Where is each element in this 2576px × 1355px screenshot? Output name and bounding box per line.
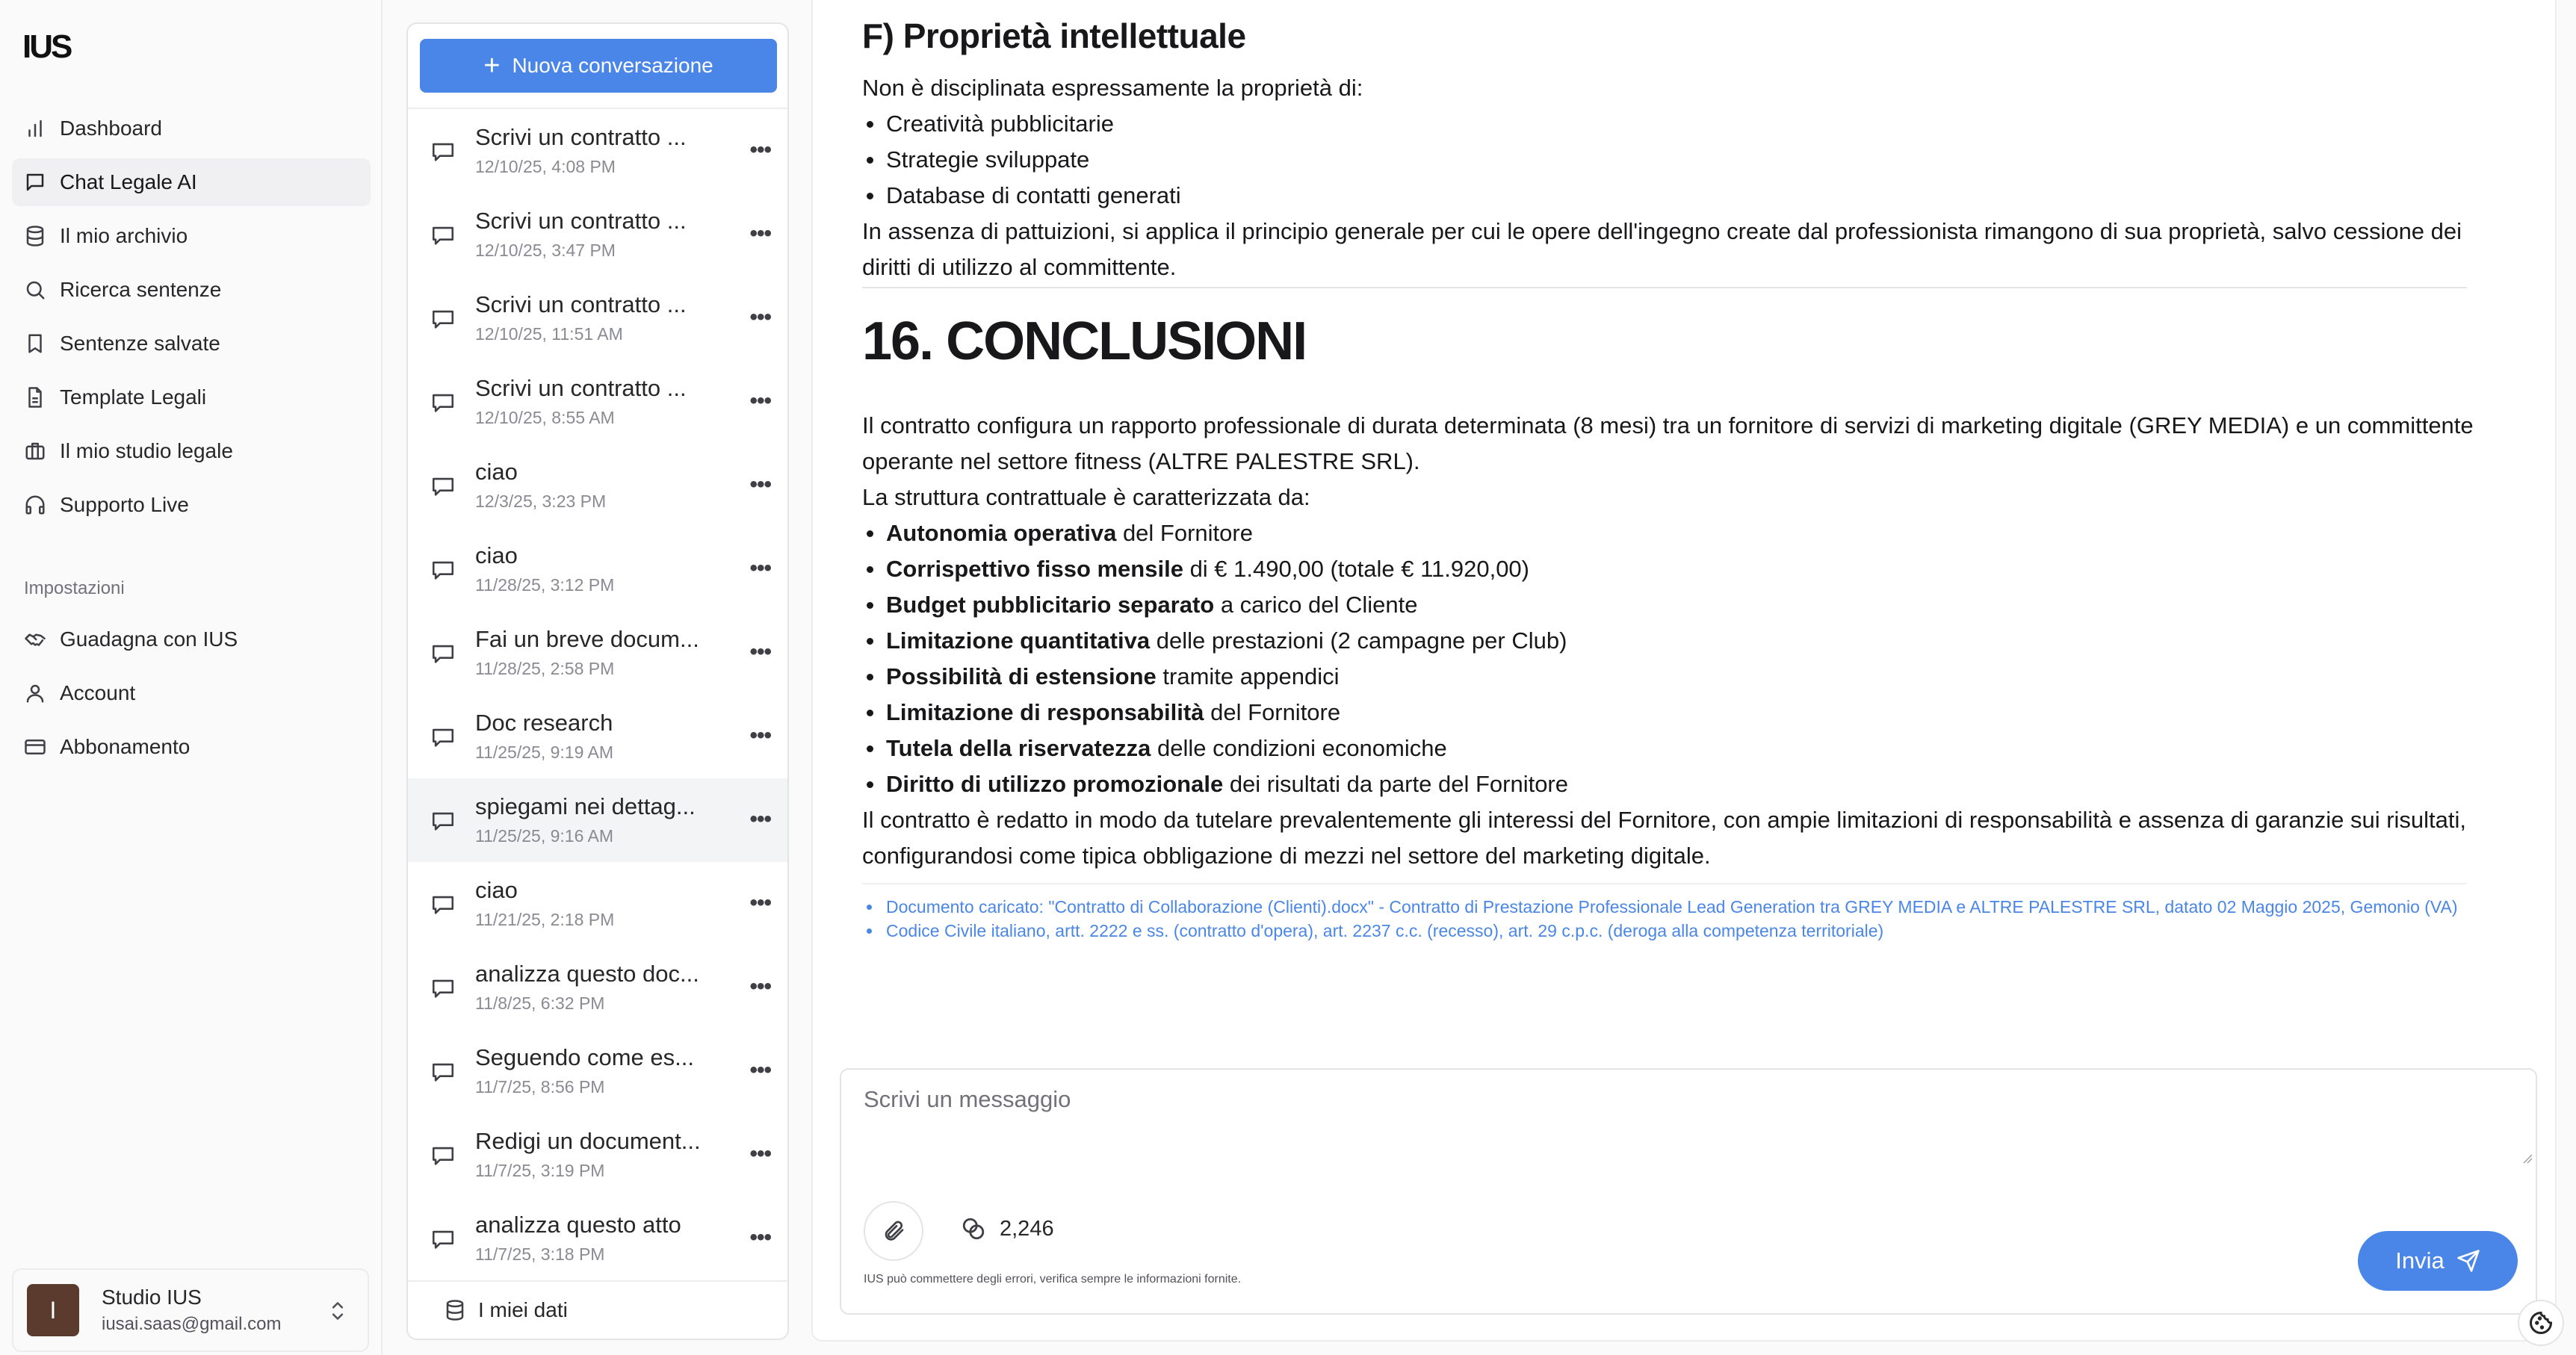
- message-bubble-icon: [430, 390, 456, 415]
- conversation-title: ciao: [475, 877, 518, 903]
- sidebar: [0, 0, 383, 1355]
- conversation-date: 11/21/25, 2:18 PM: [475, 910, 615, 929]
- more-options-button[interactable]: •••: [749, 974, 771, 999]
- briefcase-icon: [24, 440, 46, 462]
- app-logo[interactable]: IUS: [22, 28, 71, 65]
- nav-item-dashboard[interactable]: [12, 105, 371, 152]
- more-options-button[interactable]: •••: [749, 1225, 771, 1250]
- send-label: Invia: [2395, 1247, 2445, 1274]
- list-item: Creatività pubblicitarie: [862, 106, 2491, 142]
- conversation-title: Redigi un document...: [475, 1128, 701, 1154]
- user-email: iusai.saas@gmail.com: [102, 1314, 282, 1334]
- conclusions-list: [862, 515, 2491, 802]
- more-options-button[interactable]: •••: [749, 1141, 771, 1166]
- conversation-item[interactable]: [408, 276, 787, 360]
- conversation-title: Scrivi un contratto ...: [475, 375, 687, 401]
- conversation-item-active[interactable]: [408, 778, 787, 862]
- list-item: Limitazione di responsabilità del Fornitore: [862, 695, 2491, 731]
- conversation-date: 11/28/25, 3:12 PM: [475, 575, 615, 595]
- list-item: Database di contatti generati: [862, 178, 2491, 214]
- database-icon: [444, 1299, 466, 1321]
- conversation-date: 11/7/25, 3:19 PM: [475, 1161, 605, 1180]
- divider: [862, 287, 2467, 288]
- message-bubble-icon: [430, 474, 456, 499]
- message-bubble-icon: [430, 641, 456, 666]
- more-options-button[interactable]: •••: [749, 388, 771, 413]
- message-bubble-icon: [430, 223, 456, 248]
- conversation-item[interactable]: [408, 360, 787, 444]
- conversation-date: 11/28/25, 2:58 PM: [475, 659, 615, 678]
- plus-icon: +: [483, 50, 501, 81]
- paperclip-icon: [882, 1219, 905, 1243]
- list-item: Budget pubblicitario separato a carico del Cliente: [862, 587, 2491, 623]
- nav-item-ricerca-sentenze[interactable]: [12, 266, 371, 314]
- chevrons-up-down-icon: [327, 1298, 348, 1324]
- more-options-button[interactable]: •••: [749, 221, 771, 246]
- source-link[interactable]: Documento caricato: "Contratto di Collaborazione (Clienti).docx" - Contratto di Prestazione Professionale Lead Generation tra GREY MEDIA e ALTRE PALESTRE SRL, datato 02 Maggio 2025, Gemonio (VA): [862, 895, 2468, 919]
- new-conversation-button[interactable]: [420, 39, 777, 93]
- nav-item-label: Ricerca sentenze: [60, 278, 222, 301]
- nav-item-label: Account: [60, 681, 136, 704]
- conversation-item[interactable]: [408, 1197, 787, 1280]
- message-bubble-icon: [430, 976, 456, 1001]
- nav-item-abbonamento[interactable]: [12, 723, 371, 771]
- conclusions-paragraph: Il contratto è redatto in modo da tutelare prevalentemente gli interessi del Fornitore, con ampie limitazioni di responsabilità e assenza di garanzie sui risultati, configurandosi come tipica obbligazione di mezzi nel settore del marketing digitale.: [862, 807, 2467, 869]
- conversation-title: analizza questo doc...: [475, 961, 699, 987]
- nav-item-guadagna[interactable]: [12, 616, 371, 663]
- nav-item-label: Guadagna con IUS: [60, 627, 238, 651]
- section-f-body: [862, 70, 2491, 285]
- message-bubble-icon: [430, 808, 456, 834]
- message-bubble-icon: [430, 139, 456, 164]
- more-options-button[interactable]: •••: [749, 639, 771, 664]
- settings-section-label: Impostazioni: [24, 578, 125, 598]
- bookmark-icon: [24, 332, 46, 355]
- conversation-item[interactable]: [408, 1113, 787, 1197]
- conversation-date: 12/10/25, 4:08 PM: [475, 157, 616, 176]
- more-options-button[interactable]: •••: [749, 1058, 771, 1082]
- message-bubble-icon: [430, 1143, 456, 1168]
- conversation-title: analizza questo atto: [475, 1212, 681, 1238]
- message-bubble-icon: [430, 892, 456, 917]
- token-counter: [961, 1216, 1054, 1241]
- conversation-item[interactable]: [408, 862, 787, 946]
- nav-item-chat-legale-ai[interactable]: [12, 158, 371, 206]
- ai-disclaimer: IUS può commettere degli errori, verifica sempre le informazioni fornite.: [864, 1273, 1242, 1286]
- list-item: Possibilità di estensione tramite appendici: [862, 659, 2491, 695]
- cookie-icon: [2527, 1309, 2554, 1336]
- message-bubble-icon: [430, 1059, 456, 1085]
- message-bubble-icon: [430, 557, 456, 583]
- message-bubble-icon: [430, 1227, 456, 1252]
- nav-item-label: Sentenze salvate: [60, 332, 220, 355]
- conversation-title: Seguendo come es...: [475, 1044, 694, 1070]
- conversation-title: Scrivi un contratto ...: [475, 208, 687, 234]
- send-icon: [2456, 1249, 2480, 1273]
- conversation-title: Fai un breve docum...: [475, 626, 699, 652]
- user-name: Studio IUS: [102, 1286, 202, 1309]
- coins-icon: [961, 1216, 986, 1241]
- section-f-list: [862, 106, 2491, 214]
- user-menu[interactable]: [12, 1268, 369, 1352]
- conversation-date: 12/10/25, 11:51 AM: [475, 324, 623, 344]
- nav-item-label: Il mio studio legale: [60, 439, 233, 462]
- conversation-item[interactable]: [408, 946, 787, 1029]
- database-icon: [24, 225, 46, 247]
- sources-list: [862, 895, 2468, 943]
- more-options-button[interactable]: •••: [749, 305, 771, 329]
- conversation-panel: [406, 22, 789, 1340]
- chat-main: [811, 0, 2557, 1342]
- conversation-date: 12/3/25, 3:23 PM: [475, 492, 607, 511]
- my-data-label: I miei dati: [478, 1298, 568, 1321]
- nav-item-label: Abbonamento: [60, 735, 191, 758]
- nav-item-label: Dashboard: [60, 117, 162, 140]
- conversation-item[interactable]: [408, 695, 787, 778]
- conversation-item[interactable]: [408, 527, 787, 611]
- nav-item-template-legali[interactable]: [12, 373, 371, 421]
- more-options-button[interactable]: •••: [749, 723, 771, 748]
- nav-item-archivio[interactable]: [12, 212, 371, 260]
- nav-item-sentenze-salvate[interactable]: [12, 320, 371, 368]
- conversation-item[interactable]: [408, 1029, 787, 1113]
- conclusions-paragraph: La struttura contrattuale è caratterizzata da:: [862, 484, 1310, 510]
- list-item: Autonomia operativa del Fornitore: [862, 515, 2491, 551]
- main-nav: [12, 105, 371, 535]
- attach-file-button[interactable]: [864, 1201, 923, 1261]
- conversation-item[interactable]: [408, 611, 787, 695]
- resize-grip-icon[interactable]: [2521, 1152, 2533, 1164]
- headphones-icon: [24, 494, 46, 516]
- conclusions-body: [862, 408, 2491, 874]
- conversation-item[interactable]: [408, 109, 787, 193]
- nav-item-label: Supporto Live: [60, 493, 189, 516]
- conversation-title: spiegami nei dettag...: [475, 793, 696, 819]
- list-item: Corrispettivo fisso mensile di € 1.490,00 (totale € 11.920,00): [862, 551, 2491, 587]
- conversation-title: Scrivi un contratto ...: [475, 124, 687, 150]
- send-button[interactable]: [2358, 1231, 2518, 1291]
- message-bubble-icon: [430, 725, 456, 750]
- message-square-icon: [24, 171, 46, 193]
- conversation-title: ciao: [475, 542, 518, 568]
- settings-nav: [12, 616, 371, 777]
- avatar: I: [27, 1284, 79, 1336]
- conclusions-heading: 16. CONCLUSIONI: [862, 311, 1307, 371]
- conversation-date: 11/8/25, 6:32 PM: [475, 993, 605, 1013]
- my-data-button[interactable]: [408, 1280, 787, 1339]
- nav-item-label: Chat Legale AI: [60, 170, 197, 193]
- section-f-intro: Non è disciplinata espressamente la proprietà di:: [862, 75, 1363, 101]
- handshake-icon: [24, 628, 46, 651]
- new-conversation-label: Nuova conversazione: [512, 54, 713, 77]
- nav-item-label: Il mio archivio: [60, 224, 188, 247]
- conversation-date: 11/7/25, 3:18 PM: [475, 1244, 605, 1264]
- conversation-list[interactable]: [408, 108, 787, 1283]
- message-input[interactable]: [864, 1086, 2507, 1161]
- more-options-button[interactable]: •••: [749, 137, 771, 162]
- list-item: Tutela della riservatezza delle condizioni economiche: [862, 731, 2491, 766]
- more-options-button[interactable]: •••: [749, 472, 771, 497]
- conversation-date: 11/7/25, 8:56 PM: [475, 1077, 605, 1097]
- list-item: Strategie sviluppate: [862, 142, 2491, 178]
- more-options-button[interactable]: •••: [749, 890, 771, 915]
- more-options-button[interactable]: •••: [749, 807, 771, 831]
- divider: [862, 883, 2467, 884]
- conversation-date: 11/25/25, 9:19 AM: [475, 742, 613, 762]
- message-composer: [840, 1068, 2537, 1315]
- nav-item-studio-legale[interactable]: [12, 427, 371, 475]
- conversation-title: Scrivi un contratto ...: [475, 291, 687, 317]
- source-link[interactable]: Codice Civile italiano, artt. 2222 e ss. (contratto d'opera), art. 2237 c.c. (recesso), art. 29 c.p.c. (deroga alla competenza territoriale): [862, 919, 2468, 943]
- section-f-heading: F) Proprietà intellettuale: [862, 16, 1246, 55]
- message-bubble-icon: [430, 306, 456, 332]
- list-item: Diritto di utilizzo promozionale dei risultati da parte del Fornitore: [862, 766, 2491, 802]
- conversation-date: 11/25/25, 9:16 AM: [475, 826, 613, 846]
- conclusions-paragraph: Il contratto configura un rapporto professionale di durata determinata (8 mesi) tra un fornitore di servizi di marketing digitale (GREY MEDIA) e un committente operante nel settore fitness (ALTRE PALESTRE SRL).: [862, 412, 2474, 474]
- conversation-item[interactable]: [408, 193, 787, 276]
- nav-item-account[interactable]: [12, 669, 371, 717]
- conversation-date: 12/10/25, 8:55 AM: [475, 408, 615, 427]
- bar-chart-icon: [24, 117, 46, 140]
- cookie-settings-button[interactable]: [2518, 1300, 2564, 1346]
- user-icon: [24, 682, 46, 704]
- conversation-title: ciao: [475, 459, 518, 485]
- search-icon: [24, 279, 46, 301]
- nav-item-label: Template Legali: [60, 385, 207, 409]
- list-item: Limitazione quantitativa delle prestazioni (2 campagne per Club): [862, 623, 2491, 659]
- nav-item-supporto-live[interactable]: [12, 481, 371, 529]
- token-count: 2,246: [1000, 1216, 1054, 1241]
- conversation-item[interactable]: [408, 444, 787, 527]
- conversation-title: Doc research: [475, 710, 613, 736]
- section-f-paragraph: In assenza di pattuizioni, si applica il principio generale per cui le opere dell'ingegno create dal professionista rimangono di sua proprietà, salvo cessione dei diritti di utilizzo al committente.: [862, 218, 2462, 280]
- credit-card-icon: [24, 736, 46, 758]
- more-options-button[interactable]: •••: [749, 556, 771, 580]
- file-text-icon: [24, 386, 46, 409]
- conversation-date: 12/10/25, 3:47 PM: [475, 241, 616, 260]
